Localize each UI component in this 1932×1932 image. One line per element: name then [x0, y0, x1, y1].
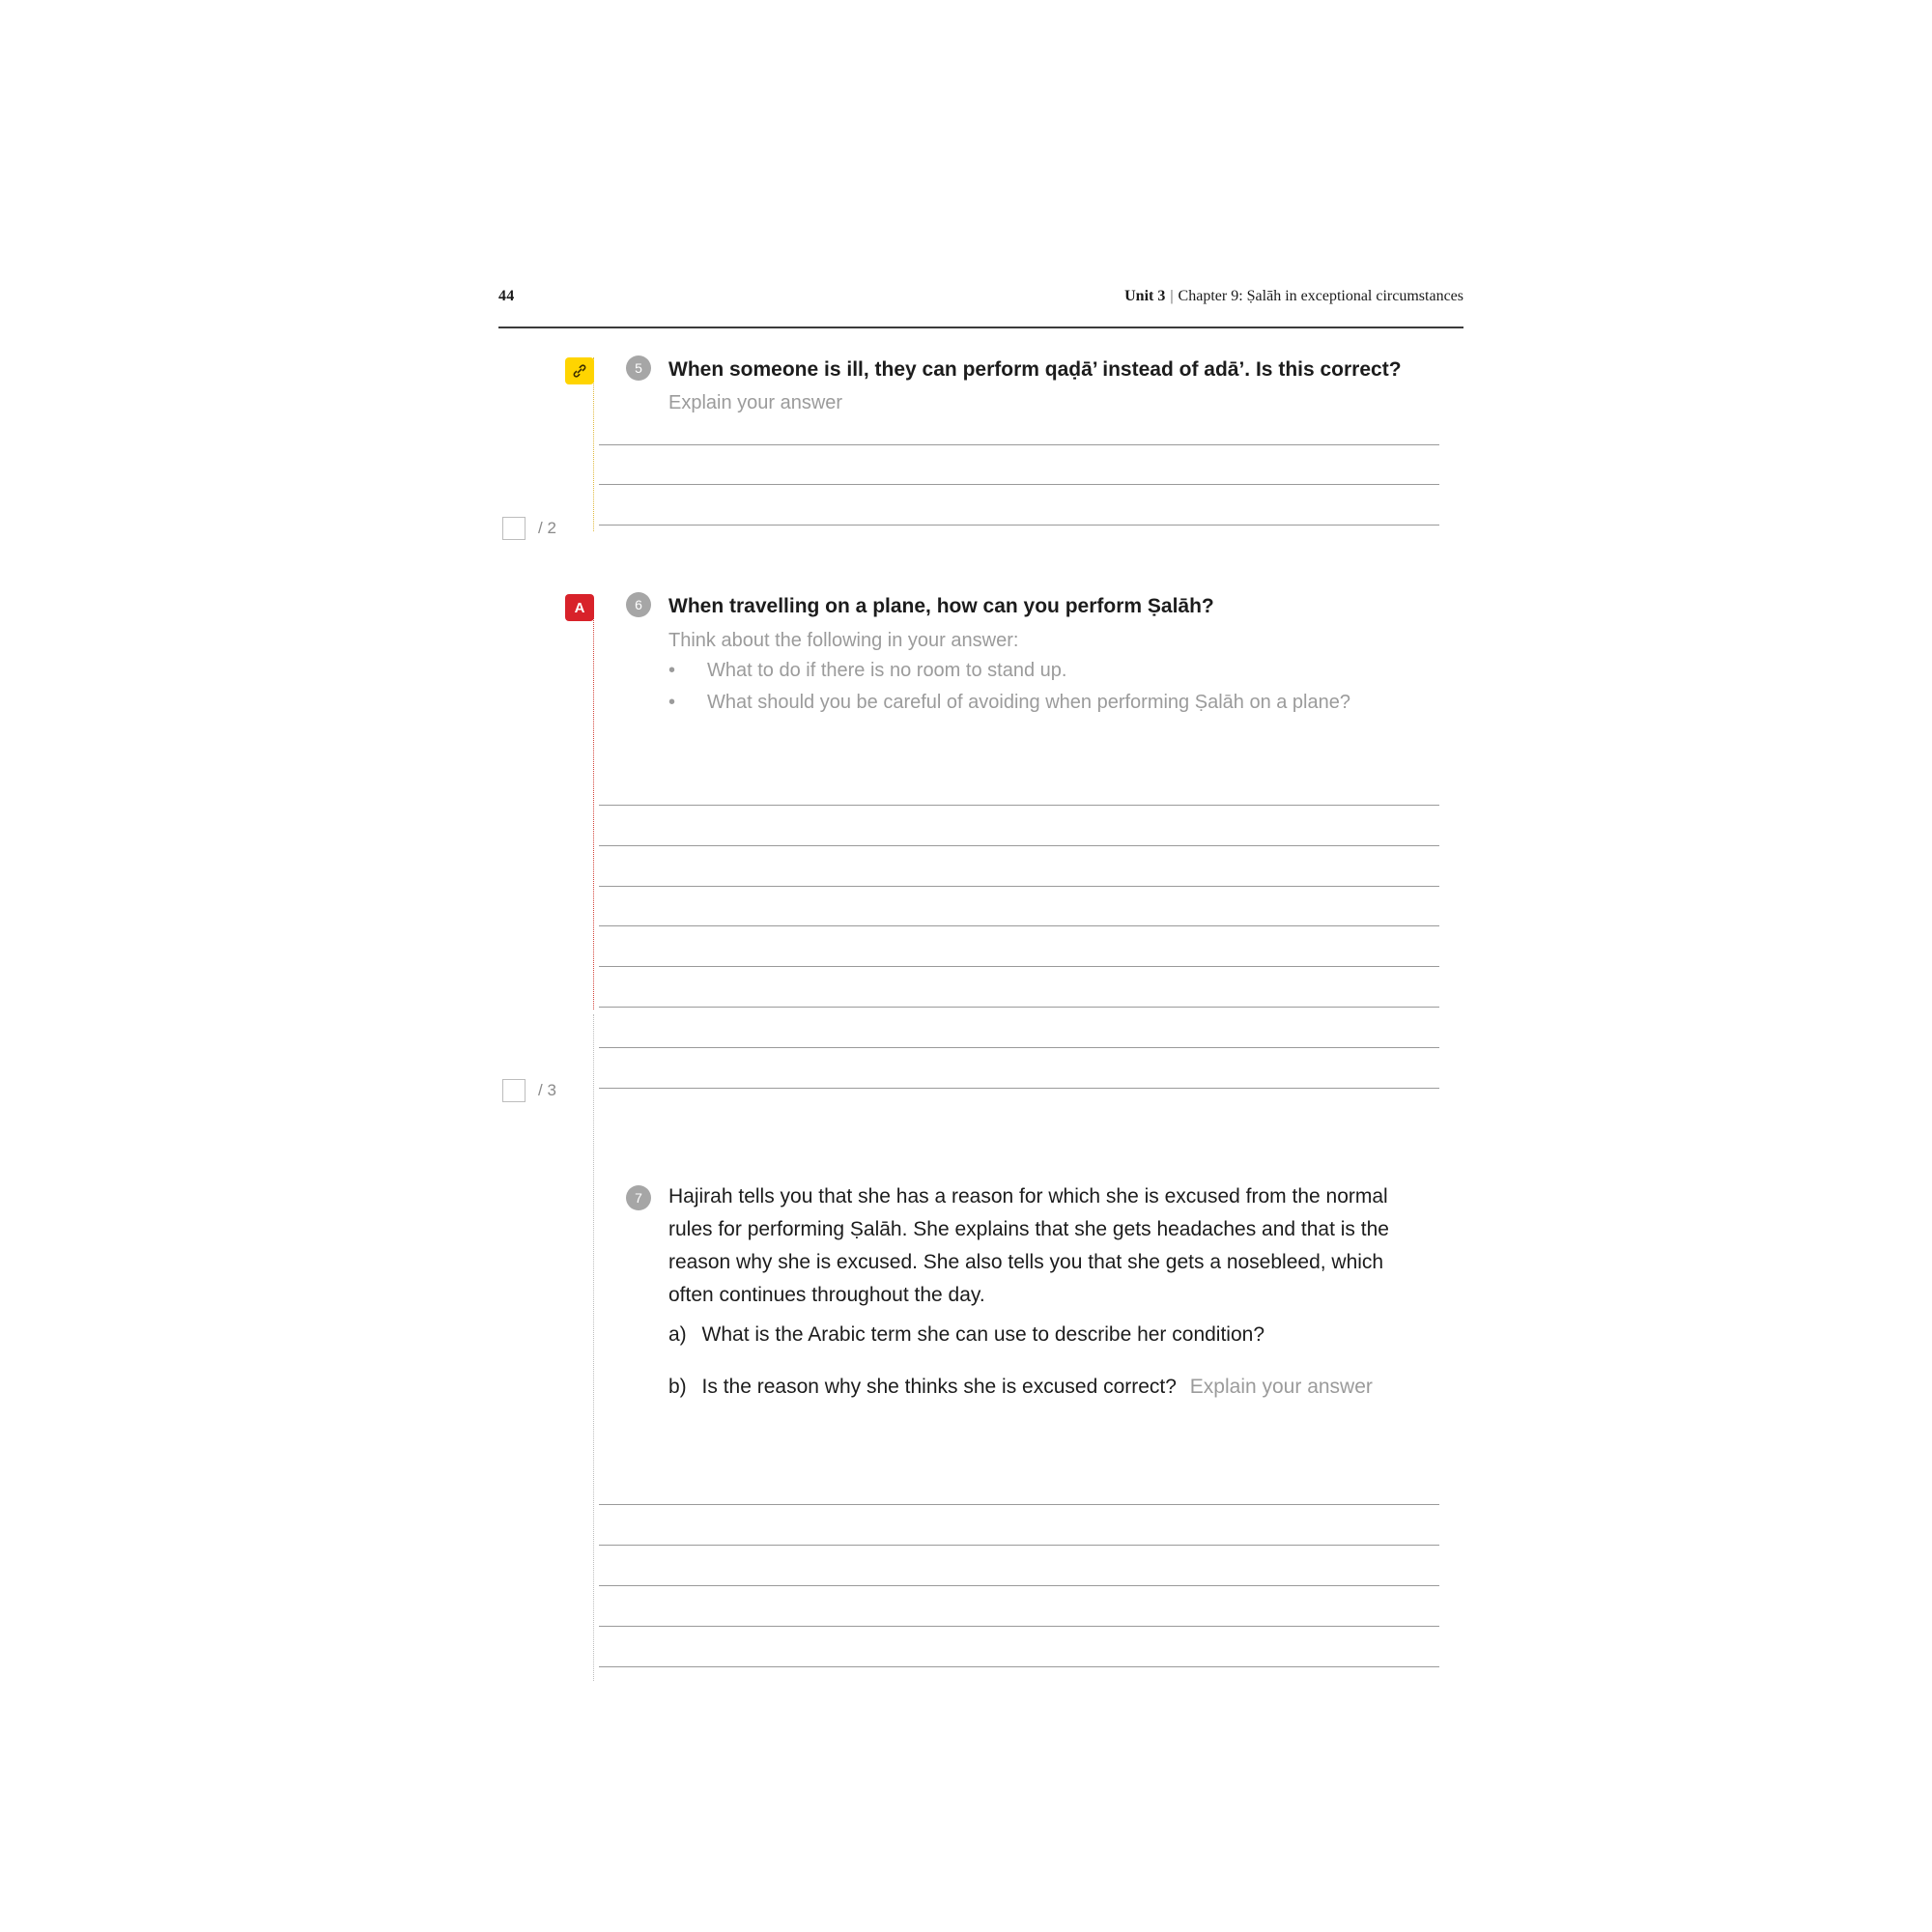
answer-marker[interactable] [565, 594, 594, 621]
question-7b-text: Is the reason why she thinks she is excused correct? [701, 1376, 1177, 1398]
question-5-text: When someone is ill, they can perform qaḍā’ instead of adā’. Is this correct? [668, 358, 1402, 381]
page-header [498, 280, 1463, 317]
question-7-paragraph: Hajirah tells you that she has a reason for which she is excused from the normal rules for performing Ṣalāh. She explains that she gets headaches and that is the reason why she is excused. She also tells you that she gets a nosebleed, which often continues throughout the day. [668, 1185, 1389, 1307]
mark-checkbox[interactable] [502, 517, 526, 540]
answer-line[interactable] [599, 484, 1439, 485]
question-7a [668, 1323, 1264, 1347]
answer-line[interactable] [599, 444, 1439, 445]
question-number-5 [626, 355, 651, 381]
rail-grey [593, 1014, 594, 1681]
answer-line[interactable] [599, 1504, 1439, 1505]
header-divider [498, 327, 1463, 328]
header-separator: | [1170, 288, 1174, 304]
answer-line[interactable] [599, 525, 1439, 526]
question-7a-text: What is the Arabic term she can use to describe her condition? [701, 1323, 1265, 1346]
answer-line[interactable] [599, 1626, 1439, 1627]
answer-line[interactable] [599, 1585, 1439, 1586]
answer-line[interactable] [599, 1088, 1439, 1089]
answer-marker-label: A [574, 599, 585, 616]
question-7b [668, 1376, 1373, 1399]
bullet-dot-icon: • [668, 692, 676, 713]
question-6-bullet-2-text: What should you be careful of avoiding when performing Ṣalāh on a plane? [707, 692, 1350, 713]
page-number: 44 [498, 288, 515, 304]
link-marker[interactable] [565, 357, 594, 384]
question-7a-label: a) [668, 1323, 687, 1346]
answer-line[interactable] [599, 1047, 1439, 1048]
mark-checkbox[interactable] [502, 1079, 526, 1102]
mark-value: / 2 [538, 519, 556, 537]
answer-line[interactable] [599, 845, 1439, 846]
bullet-dot-icon: • [668, 660, 676, 681]
answer-line[interactable] [599, 966, 1439, 967]
link-icon [572, 363, 587, 379]
question-7b-label: b) [668, 1376, 687, 1398]
header-chapter-line [1124, 288, 1463, 305]
question-6-bullet-1-text: What to do if there is no room to stand up. [707, 660, 1067, 681]
question-number-6 [626, 592, 651, 617]
question-number-6-label: 6 [635, 597, 642, 612]
question-6-text: When travelling on a plane, how can you perform Ṣalāh? [668, 595, 1214, 617]
mark-value: / 3 [538, 1081, 556, 1099]
rail-red [593, 599, 594, 1009]
question-number-5-label: 5 [635, 360, 642, 376]
rail-yellow [593, 357, 594, 531]
answer-line[interactable] [599, 886, 1439, 887]
question-5-hint: Explain your answer [668, 392, 843, 413]
answer-line[interactable] [599, 1666, 1439, 1667]
answer-line[interactable] [599, 925, 1439, 926]
answer-line[interactable] [599, 1545, 1439, 1546]
question-7b-hint: Explain your answer [1189, 1376, 1373, 1398]
answer-line[interactable] [599, 805, 1439, 806]
question-6-hint: Think about the following in your answer: [668, 630, 1019, 651]
answer-line[interactable] [599, 1007, 1439, 1008]
header-unit: Unit 3 [1124, 288, 1166, 304]
header-chapter: Chapter 9: Ṣalāh in exceptional circumstances [1178, 288, 1463, 304]
question-number-7-label: 7 [635, 1190, 642, 1206]
question-number-7 [626, 1185, 651, 1210]
